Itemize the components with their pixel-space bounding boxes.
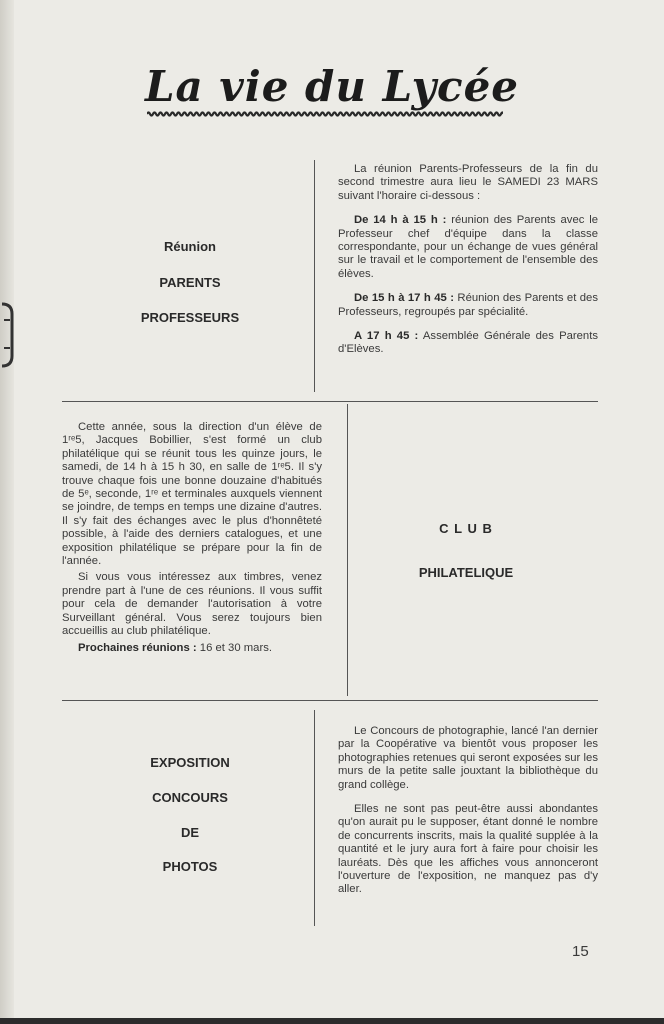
section-divider-vertical bbox=[314, 160, 315, 392]
reunion-schedule-1 bbox=[338, 214, 598, 281]
club-heading-line2: PHILATELIQUE bbox=[418, 565, 514, 580]
club-next-meetings bbox=[62, 642, 322, 655]
expo-heading-line4: PHOTOS bbox=[162, 859, 218, 874]
binder-clip-icon bbox=[0, 300, 16, 370]
club-paragraph-2: Si vous vous intéressez aux timbres, venez prendre part à l'une de ces réunions. Il vous suffit pour cela de demander l'autorisation à votre Surveillant général. Vous serez toujours bien accueillis au club philatélique. bbox=[62, 571, 322, 638]
reunion-schedule-2-time: De 15 h à 17 h 45 : bbox=[354, 292, 454, 305]
section-divider-horizontal-2 bbox=[62, 700, 598, 701]
club-next-meetings-label: Prochaines réunions : bbox=[78, 641, 197, 654]
club-paragraph-1: Cette année, sous la direction d'un élève de 1ʳᵉ5, Jacques Bobillier, s'est formé un club philatélique qui se réunit tous les quinze jours, le samedi, de 14 h à 15 h 30, en salle de 1ʳᵉ5. Il s'y trouve chaque fois une bonne douzaine d'habitués de 5ᵉ, seconde, 1ʳᵉ et terminales auxquels viennent se joindre, de temps en temps une dizaine d'autres. Il s'y fait des échanges avec le plus d'honnêteté possible, à l'aide des derniers catalogues, et une exposition philatélique se prépare pour la fin de l'année. bbox=[62, 421, 322, 568]
reunion-schedule-3-text: Assemblée Générale des Parents d'Elèves. bbox=[338, 330, 598, 356]
expo-heading-line1: EXPOSITION bbox=[150, 755, 230, 770]
reunion-schedule-3-time: A 17 h 45 : bbox=[354, 330, 419, 343]
reunion-heading-line1: Réunion bbox=[164, 239, 216, 254]
reunion-text bbox=[338, 163, 598, 357]
reunion-schedule-2-text: Réunion des Parents et des Professeurs, regroupés par spécialité. bbox=[338, 292, 598, 318]
page-binding-edge bbox=[0, 0, 14, 1024]
reunion-heading-line2: PARENTS bbox=[159, 275, 221, 290]
title-underline-decoration bbox=[147, 110, 503, 118]
reunion-schedule-2 bbox=[338, 292, 598, 319]
reunion-schedule-1-text: réunion des Parents avec le Professeur chef d'équipe dans la classe correspondante, pour un échange de vues général sur le travail et le comportement de l'ensemble des élèves. bbox=[338, 214, 598, 280]
section-divider-vertical-3 bbox=[314, 710, 315, 926]
reunion-schedule-1-time: De 14 h à 15 h : bbox=[354, 214, 447, 227]
expo-paragraph-1: Le Concours de photographie, lancé l'an dernier par la Coopérative va bientôt vous proposer les photographies retenues qui seront exposées sur les murs de la petite salle jouxtant la bibliothèque du grand collège. bbox=[338, 725, 598, 791]
club-next-meetings-dates: 16 et 30 mars. bbox=[196, 641, 273, 654]
reunion-intro: La réunion Parents-Professeurs de la fin du second trimestre aura lieu le SAMEDI 23 MARS suivant l'horaire ci-dessous : bbox=[338, 163, 598, 202]
reunion-heading-line3: PROFESSEURS bbox=[140, 310, 240, 325]
page-bottom-edge bbox=[0, 1018, 664, 1024]
expo-heading-line2: CONCOURS bbox=[152, 790, 228, 805]
club-text bbox=[62, 421, 322, 655]
club-heading-line1: C L U B bbox=[439, 521, 493, 536]
expo-text bbox=[338, 725, 598, 897]
reunion-schedule-3 bbox=[338, 330, 598, 357]
expo-paragraph-2: Elles ne sont pas peut-être aussi abondantes qu'on aurait pu le supposer, étant donné le nombre de concurrents inscrits, mais la qualité supplée à la quantité et le jury aura fort à faire pour choisir les lauréats. Dès que les affiches vous annonceront l'ouverture de l'exposition, ne manquez pas d'y aller. bbox=[338, 803, 598, 896]
expo-heading-line3: DE bbox=[180, 825, 200, 840]
section-divider-horizontal-1 bbox=[62, 401, 598, 402]
section-divider-vertical-2 bbox=[347, 404, 348, 696]
page-title: La vie du Lycée bbox=[144, 62, 520, 111]
page-number: 15 bbox=[572, 943, 589, 960]
